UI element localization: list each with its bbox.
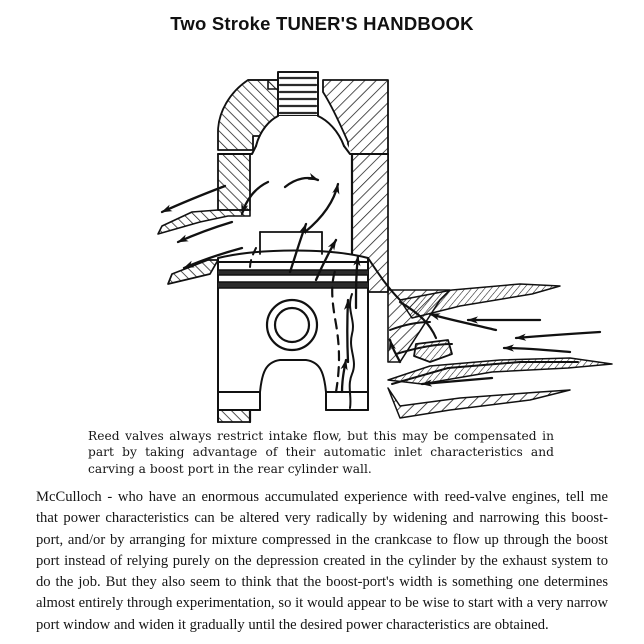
wrist-pin-bore <box>267 300 317 350</box>
figure-caption: Reed valves always restrict intake flow, but this may be compensated in part by taking advantage of their automatic inlet characteristics and carving a boost port in the rear cylinder wall. <box>88 429 554 476</box>
spark-plug-thread <box>278 72 318 116</box>
piston <box>218 232 368 410</box>
reed-valve-petal <box>414 340 452 362</box>
engine-cross-section-figure <box>100 62 640 424</box>
engine-diagram-svg <box>100 62 640 424</box>
piston-ring-lower <box>218 282 368 288</box>
piston-ring-upper <box>218 270 368 275</box>
page-title: Two Stroke TUNER'S HANDBOOK <box>170 13 474 34</box>
body-paragraph: McCulloch - who have an enormous accumulated experience with reed-valve engines, tell me that power characteristics can be altered very radically by widening and narrowing this boost-port, and/or by arranging for mixture compressed in the crankcase to flow up through the boost port instead of relying purely on the depression created in the cylinder by the exhaust system to do the job. But they also seem to think that the boost-port's width is something one determines almost entirely through experimentation, so it would appear to be wise to start with a very narrow port window and widen it gradually until the desired power characteristics are obtained. <box>36 489 608 633</box>
